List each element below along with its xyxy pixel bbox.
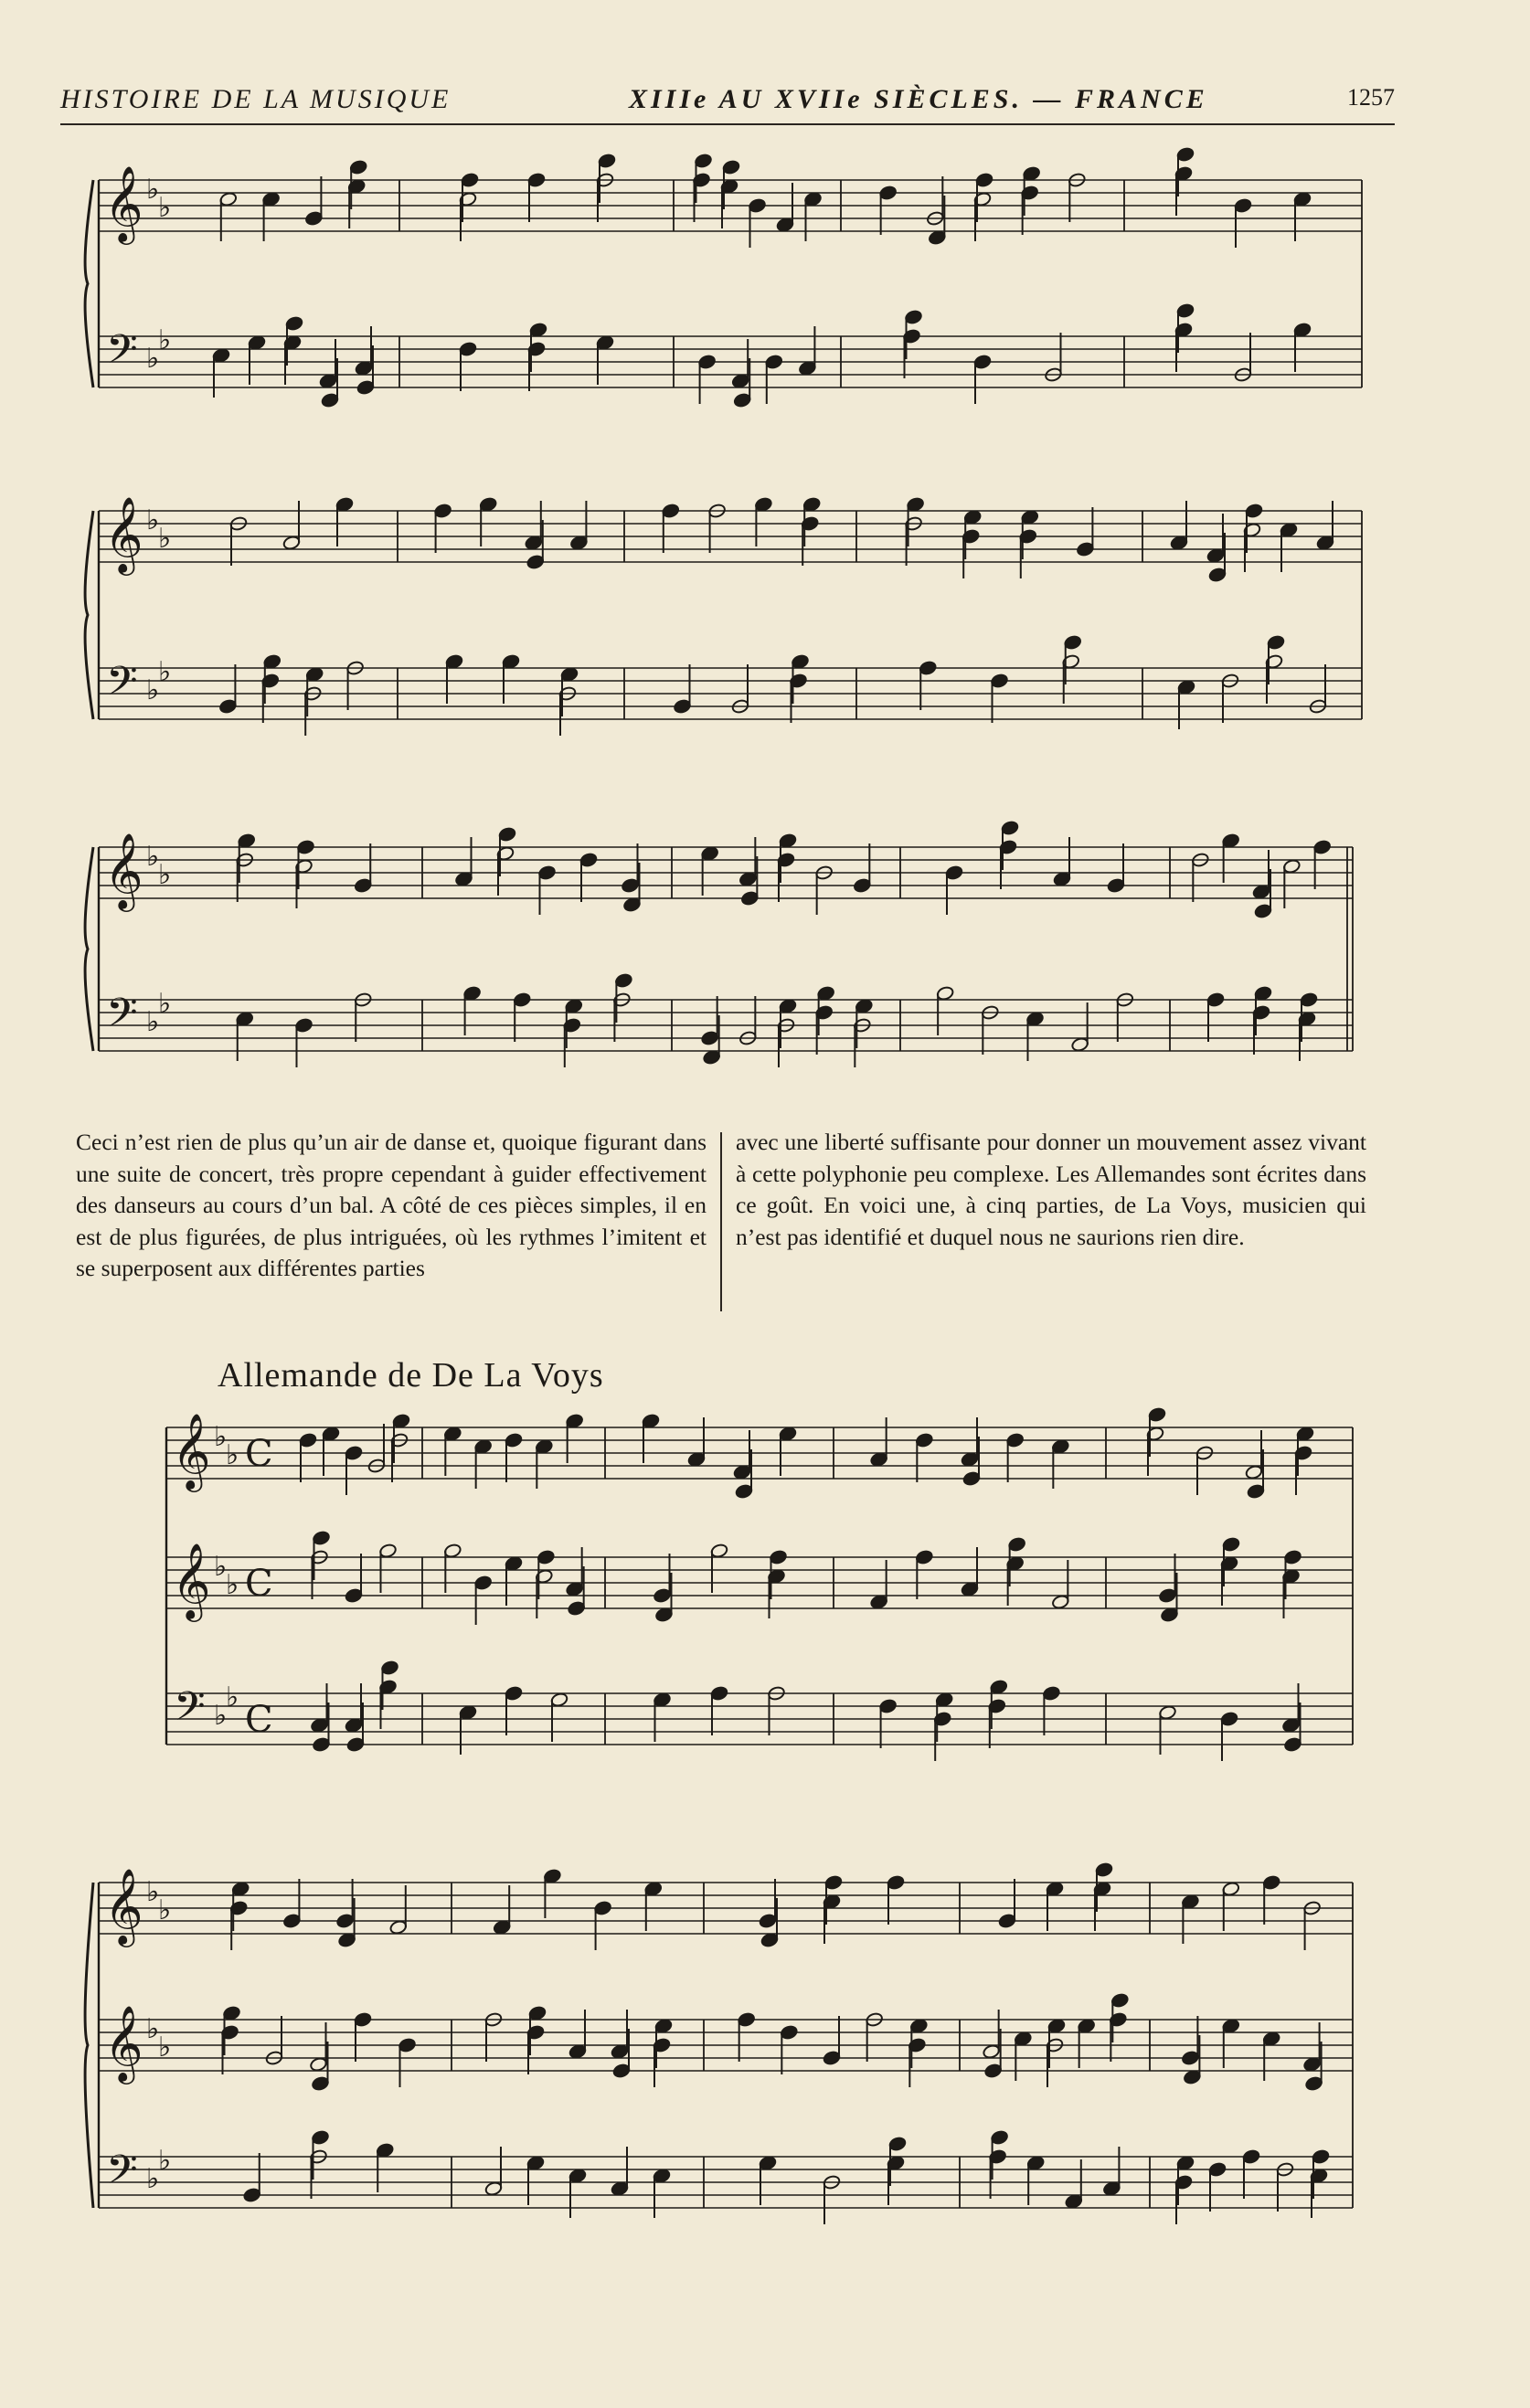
flat-sign-icon: ♭ bbox=[146, 2013, 160, 2045]
flat-sign-icon: ♭ bbox=[146, 174, 160, 206]
treble-clef-icon: 𝄞 bbox=[104, 832, 143, 908]
running-head-title: HISTOIRE DE LA MUSIQUE bbox=[60, 84, 452, 114]
text-column-right: avec une liberté suffisante pour donner un mouvement assez vivant à cette polyphonie peu complexe. Les Allemandes sont écrites dans ce goût. En voici une, à cinq parties, de La Voys, musicien qui n’est pas identifié et duquel nous ne saurions rien dire. bbox=[736, 1129, 1366, 1250]
system-brace bbox=[85, 1883, 93, 2208]
system-brace bbox=[85, 847, 93, 1051]
treble-clef-icon: 𝄞 bbox=[104, 164, 143, 241]
treble-clef-icon: 𝄞 bbox=[172, 1542, 211, 1618]
treble-clef-icon: 𝄞 bbox=[104, 1867, 143, 1944]
flat-sign-icon: ♭ bbox=[158, 656, 172, 688]
column-rule bbox=[720, 1132, 722, 1311]
body-text bbox=[76, 1127, 1365, 1310]
flat-sign-icon: ♭ bbox=[146, 343, 160, 375]
piece-title: Allemande de De La Voys bbox=[218, 1356, 604, 1395]
bass-clef-icon: 𝄢 bbox=[106, 989, 138, 1046]
page-number: 1257 bbox=[1347, 84, 1395, 111]
bass-clef-icon: 𝄢 bbox=[174, 1682, 206, 1740]
flat-sign-icon: ♭ bbox=[158, 988, 172, 1020]
treble-clef-icon: 𝄞 bbox=[104, 495, 143, 572]
system-brace bbox=[85, 180, 93, 387]
flat-sign-icon: ♭ bbox=[226, 1681, 239, 1713]
flat-sign-icon: ♭ bbox=[158, 324, 172, 356]
flat-sign-icon: ♭ bbox=[146, 2163, 160, 2195]
flat-sign-icon: ♭ bbox=[146, 674, 160, 706]
flat-sign-icon: ♭ bbox=[158, 859, 172, 891]
flat-sign-icon: ♭ bbox=[214, 1700, 228, 1732]
flat-sign-icon: ♭ bbox=[158, 192, 172, 224]
flat-sign-icon: ♭ bbox=[146, 504, 160, 536]
text-column-left: Ceci n’est rien de plus qu’un air de danse et, quoique figurant dans une suite de concert, très propre cependant à guider effectivement des danseurs au cours d’un bal. A côté de ces pièces simples, il en est de plus figurées, de plus intriguées, où les rythmes l’imitent et se superposent aux différentes parties bbox=[76, 1129, 707, 1281]
flat-sign-icon: ♭ bbox=[226, 1439, 239, 1471]
treble-clef-icon: 𝄞 bbox=[172, 1412, 211, 1489]
flat-sign-icon: ♭ bbox=[214, 1421, 228, 1453]
treble-clef-icon: 𝄞 bbox=[104, 2004, 143, 2081]
system-brace bbox=[85, 511, 93, 719]
flat-sign-icon: ♭ bbox=[158, 523, 172, 555]
bass-clef-icon: 𝄢 bbox=[106, 325, 138, 383]
flat-sign-icon: ♭ bbox=[158, 1894, 172, 1926]
bass-clef-icon: 𝄢 bbox=[106, 657, 138, 715]
flat-sign-icon: ♭ bbox=[146, 1876, 160, 1908]
time-signature: C bbox=[245, 1699, 273, 1741]
flat-sign-icon: ♭ bbox=[146, 1006, 160, 1038]
flat-sign-icon: ♭ bbox=[214, 1551, 228, 1583]
flat-sign-icon: ♭ bbox=[226, 1569, 239, 1601]
time-signature: C bbox=[245, 1563, 273, 1605]
running-head-section: XIIIe AU XVIIe SIÈCLES. — FRANCE bbox=[629, 84, 1208, 114]
time-signature: C bbox=[245, 1433, 273, 1475]
bass-clef-icon: 𝄢 bbox=[106, 2146, 138, 2203]
flat-sign-icon: ♭ bbox=[146, 841, 160, 873]
flat-sign-icon: ♭ bbox=[158, 2145, 172, 2177]
flat-sign-icon: ♭ bbox=[158, 2031, 172, 2063]
